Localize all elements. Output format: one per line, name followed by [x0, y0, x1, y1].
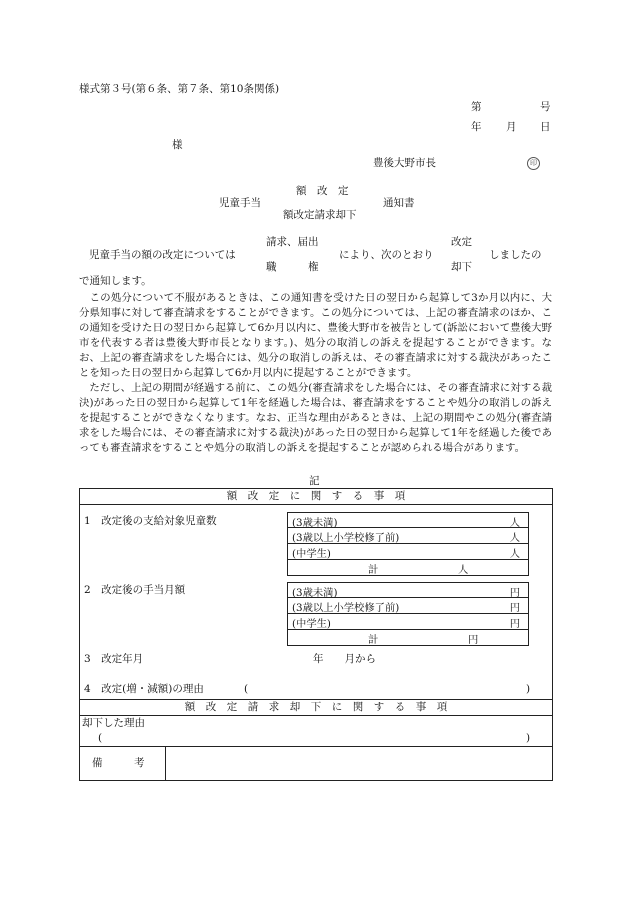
amount-row-label: (3歳以上小学校修了前) — [292, 602, 400, 614]
divider — [79, 715, 553, 716]
count-row-unit: 人 — [509, 517, 520, 529]
intro-choice2-top: 改定 — [451, 236, 472, 248]
addressee-suffix: 様 — [172, 139, 183, 151]
item4-close-paren: ) — [526, 683, 531, 695]
count-row-unit: 人 — [509, 532, 520, 544]
rejection-reason-label: 却下した理由 — [82, 717, 145, 729]
amount-row-label: (3歳未満) — [292, 587, 338, 599]
title-suffix: 通知書 — [383, 197, 415, 209]
amount-row-unit: 円 — [509, 602, 520, 614]
intro-continuation: で通知します。 — [79, 275, 152, 287]
form-reference: 様式第３号(第６条、第７条、第10条関係) — [79, 83, 280, 95]
count-row-label: (3歳未満) — [292, 517, 338, 529]
amount-row-unit: 円 — [509, 618, 520, 630]
title-option-rejection: 額改定請求却下 — [283, 209, 357, 221]
item2-label: 2 改定後の手当月額 — [84, 584, 186, 596]
number-label-go: 号 — [540, 101, 551, 113]
item4-open-paren: ( — [244, 683, 249, 695]
notice-paragraph-1: この処分について不服があるときは、この通知書を受けた日の翌日から起算して3か月以内に、大分県知事に対して審査請求をすることができます。この処分については、上記の審査請求のほか、この通知を受けた日の翌日から起算して6か月以内に、豊後大野市を被告として(訴訟において豊後大野市を代表する者は豊後大野市長となります。)、処分の取消しの訴えを提起することができます。なお、上記の審査請求をした場合には、処分の取消しの訴えは、その審査請求に対する裁決があったことを知った日の翌日から起算して6か月以内に提起することができます。 — [79, 292, 552, 379]
date-year-label: 年 — [471, 121, 482, 133]
amount-row-unit: 円 — [509, 587, 520, 599]
section1-header: 額 改 定 に 関 す る 事 項 — [226, 490, 406, 502]
intro-part1: 児童手当の額の改定については — [89, 249, 236, 261]
amount-row-elementary — [287, 598, 529, 614]
item3-label: 3 改定年月 — [84, 653, 144, 665]
count-row-middle — [287, 544, 529, 560]
number-label-dai: 第 — [471, 101, 482, 113]
remarks-divider — [165, 746, 166, 781]
date-month-label: 月 — [506, 121, 517, 133]
count-total-label: 計 — [368, 564, 379, 576]
amount-total-label: 計 — [368, 634, 379, 646]
rejection-open-paren: ( — [98, 732, 103, 744]
count-row-unit: 人 — [509, 548, 520, 560]
intro-choice2-bottom: 却下 — [451, 261, 472, 273]
divider — [79, 746, 553, 747]
amount-row-total — [287, 630, 529, 646]
item1-label: 1 改定後の支給対象児童数 — [84, 515, 217, 527]
title-prefix: 児童手当 — [219, 197, 261, 209]
notice-paragraph-2: ただし、上記の期間が経過する前に、この処分(審査請求をした場合には、その審査請求に対する裁決)があった日の翌日から起算して1年を経過した場合は、審査請求をすることや処分の取消しの訴えを提起することができなくなります。なお、正当な理由があるときは、上記の期間やこの処分(審査請求をした場合には、その審査請求に対する裁決)があった日の翌日から起算して1年を経過した後であっても審査請求をすることや処分の取消しの訴えを提起することが認められる場合があります。 — [79, 382, 552, 454]
amount-row-label: (中学生) — [292, 618, 331, 630]
item4-label: 4 改定(増・減額)の理由 — [84, 683, 204, 695]
count-row-label: (中学生) — [292, 548, 331, 560]
count-total-unit: 人 — [458, 564, 469, 576]
revision-month-value: 年 月から — [313, 653, 376, 665]
intro-choice1-bottom: 職 権 — [266, 261, 319, 273]
count-row-under3 — [287, 512, 529, 528]
divider — [79, 504, 553, 505]
amount-total-unit: 円 — [468, 634, 479, 646]
divider — [79, 699, 553, 700]
issuer-name: 豊後大野市長 — [373, 157, 436, 169]
seal-icon: 印 — [527, 157, 540, 170]
intro-part3: しましたの — [489, 249, 542, 261]
count-row-label: (3歳以上小学校修了前) — [292, 532, 400, 544]
section2-header: 額 改 定 請 求 却 下 に 関 す る 事 項 — [184, 701, 448, 713]
intro-choice1-top: 請求、届出 — [266, 236, 319, 248]
count-row-elementary — [287, 528, 529, 544]
seal-mark — [527, 156, 540, 170]
rejection-close-paren: ) — [526, 732, 531, 744]
intro-part2: により、次のとおり — [339, 249, 434, 261]
count-row-total — [287, 560, 529, 576]
ki-label: 記 — [309, 475, 320, 487]
date-day-label: 日 — [540, 121, 551, 133]
amount-row-middle — [287, 614, 529, 630]
title-option-revision: 額 改 定 — [296, 185, 349, 197]
remarks-label: 備 考 — [92, 757, 145, 769]
amount-row-under3 — [287, 582, 529, 598]
